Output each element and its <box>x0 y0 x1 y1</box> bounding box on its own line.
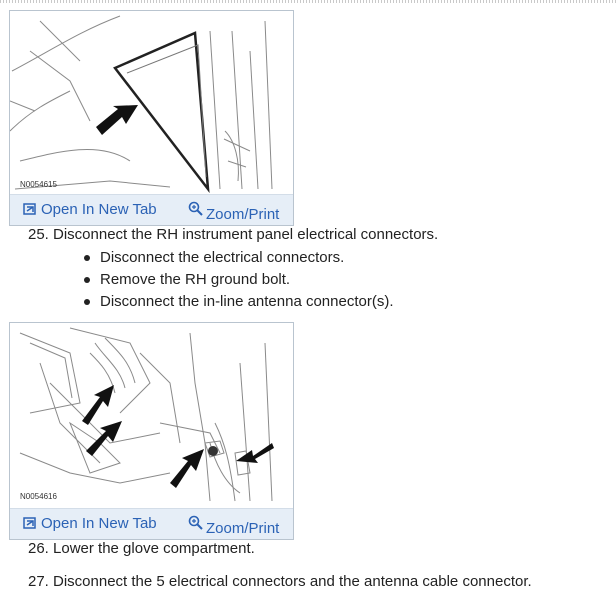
zoom-magnifier-icon <box>188 515 204 531</box>
illustration-1[interactable] <box>10 11 293 193</box>
top-divider <box>0 0 616 3</box>
figure-toolbar-2 <box>10 508 293 539</box>
illustration-2[interactable] <box>10 323 293 505</box>
step-26: 26. Lower the glove compartment. <box>28 540 255 557</box>
bullet-item: Disconnect the electrical connectors. <box>82 247 394 269</box>
figure-code: N0054615 <box>20 180 57 189</box>
step-27: 27. Disconnect the 5 electrical connectors and the antenna cable connector. <box>28 573 532 590</box>
bullet-item: Remove the RH ground bolt. <box>82 269 394 291</box>
open-new-tab-icon <box>23 202 37 215</box>
zoom-magnifier-icon <box>188 201 204 217</box>
zoom-print-link[interactable]: Zoom/Print <box>188 201 279 223</box>
open-in-new-tab-link[interactable]: Open In New Tab <box>23 201 157 218</box>
line-drawing-2 <box>10 323 293 505</box>
step-25-bullets <box>82 247 394 313</box>
figure-toolbar-1 <box>10 194 293 225</box>
callout-arrow-icon <box>96 105 138 135</box>
step-25: 25. Disconnect the RH instrument panel electrical connectors. <box>28 226 439 243</box>
figure-code: N0054616 <box>20 492 57 501</box>
line-drawing-1 <box>10 11 293 193</box>
callout-arrow-icon <box>236 443 274 463</box>
callout-arrow-icon <box>82 385 114 425</box>
callout-arrow-icon <box>170 449 204 488</box>
bullet-item: Disconnect the in-line antenna connector(s). <box>82 291 394 313</box>
zoom-print-link[interactable]: Zoom/Print <box>188 515 279 537</box>
figure-panel-2 <box>9 322 294 540</box>
open-new-tab-icon <box>23 516 37 529</box>
figure-panel-1 <box>9 10 294 226</box>
callout-arrow-icon <box>86 421 122 456</box>
open-in-new-tab-link[interactable]: Open In New Tab <box>23 515 157 532</box>
